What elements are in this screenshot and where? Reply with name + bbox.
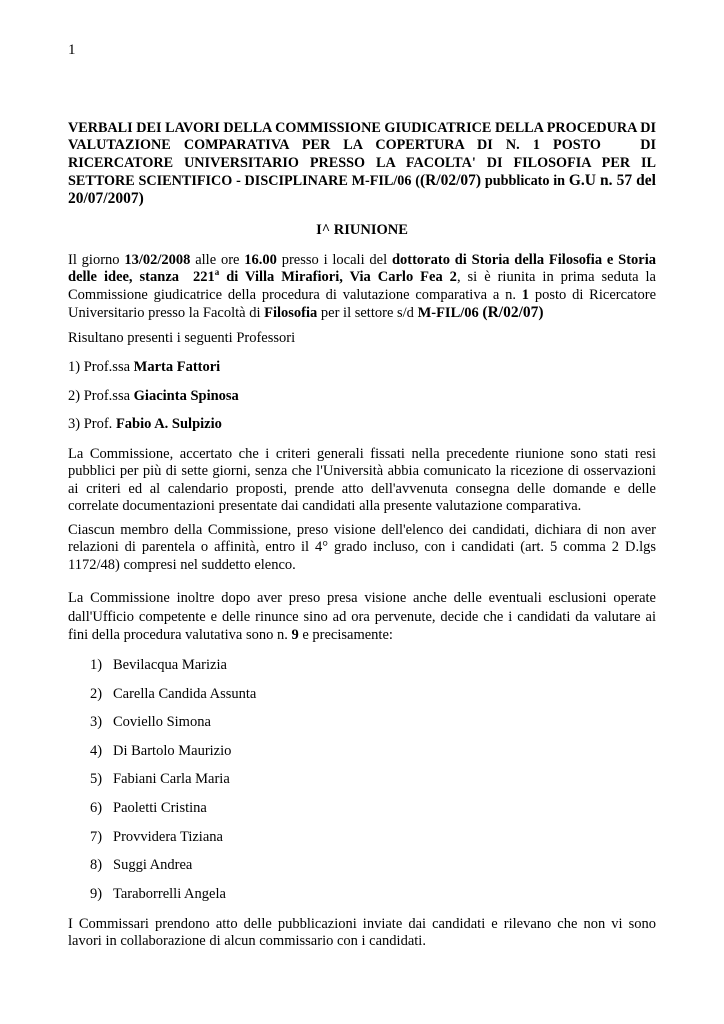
document-title: [68, 120, 656, 208]
list-item: [90, 857, 256, 886]
candidate-name: Paoletti Cristina: [113, 799, 207, 816]
paragraph-criteria: La Commissione, accertato che i criteri generali fissati nella precedente riunione sono stati resi pubblici per più di sette giorni, senza che l'Università abbia comunicato la ricezione di osservazioni ai criteri ed al calendario proposti, prende atto dell'avvenuta consegna delle domande e delle correlate documentazioni presentate dai candidati alla presente valutazione comparativa.: [68, 446, 656, 515]
title-gazzetta: G.U n. 57 del 20/07/2007): [68, 171, 656, 208]
title-code: (R/02/07): [419, 171, 482, 189]
member-title: 2) Prof.ssa: [68, 388, 134, 404]
paragraph-publications: I Commissari prendono atto delle pubblicazioni inviate dai candidati e rilevano che non vi sono lavori in collaborazione di alcun commissario con i candidati.: [68, 916, 656, 950]
paragraph-meeting: [68, 252, 656, 323]
text: per il settore s/d: [317, 305, 418, 322]
member-name: Marta Fattori: [133, 359, 221, 375]
candidate-name: Bevilacqua Marizia: [113, 657, 227, 673]
title-line-5: pubblicato in: [484, 172, 569, 189]
title-line-1: VERBALI DEI LAVORI DELLA COMMISSIONE GIUDICATRICE DELLA: [68, 120, 544, 136]
sector: M-FIL/06: [417, 305, 483, 322]
member-3: [68, 416, 656, 433]
meeting-place: dottorato di Storia della Filosofia e Storia delle idee, stanza 221: [68, 252, 656, 286]
candidate-list: [90, 657, 256, 914]
title-line-4: FILOSOFIA PER IL SETTORE SCIENTIFICO - DISCIPLINARE M-FIL/06 (: [68, 154, 656, 189]
candidates-count: 9: [291, 627, 299, 643]
meeting-address: di Villa Mirafiori, Via Carlo Fea 2: [219, 269, 457, 286]
candidate-name: Coviello Simona: [113, 714, 211, 731]
member-2: [68, 388, 656, 405]
list-number: 9): [90, 885, 103, 902]
member-1: [68, 359, 656, 376]
superscript: a: [214, 267, 220, 278]
text: presso i locali del: [276, 252, 392, 268]
title-line-3: POSTO DI RICERCATORE UNIVERSITARIO PRESSO LA FACOLTA' DI: [68, 137, 656, 171]
text: Il giorno: [68, 252, 125, 268]
member-name: Fabio A. Sulpizio: [115, 416, 222, 432]
list-item: [90, 686, 256, 715]
list-number: 5): [90, 771, 103, 788]
list-number: 1): [90, 657, 103, 673]
list-item: [90, 829, 256, 858]
list-number: 7): [90, 828, 103, 845]
candidate-name: Fabiani Carla Maria: [113, 771, 230, 788]
list-number: 4): [90, 742, 103, 759]
text: alle ore: [190, 252, 245, 268]
list-item: [90, 886, 256, 915]
meeting-time: 16.00: [244, 252, 277, 268]
title-line-2: PROCEDURA DI VALUTAZIONE COMPARATIVA PER LA COPERTURA DI N. 1: [68, 120, 657, 154]
member-title: 1) Prof.ssa: [68, 359, 134, 375]
list-item: [90, 657, 256, 686]
paragraph-present: Risultano presenti i seguenti Professori: [68, 330, 296, 346]
text: posto di Ricercatore Universitario presso la Facoltà di: [68, 286, 656, 322]
member-title: 3) Prof.: [68, 416, 116, 432]
paragraph-candidates: [68, 589, 656, 645]
posts-count: 1: [521, 286, 530, 303]
sector-code: (R/02/07): [482, 304, 544, 322]
list-item: [90, 800, 256, 829]
paragraph-declaration: Ciascun membro della Commissione, preso visione dell'elenco dei candidati, dichiara di non aver relazioni di parentela o affinità, entro il 4° grado incluso, con i candidati (art. 5 comma 2 D.lgs 1172/48) compresi nel suddetto elenco.: [68, 522, 656, 573]
candidate-name: Taraborrelli Angela: [113, 885, 226, 902]
candidate-name: Carella Candida Assunta: [113, 685, 257, 702]
candidate-name: Provvidera Tiziana: [113, 828, 223, 845]
list-item: [90, 714, 256, 743]
text: , si è riunita in prima seduta la Commissione giudicatrice della procedura di valutazione comparativa a n.: [68, 269, 656, 303]
list-number: 8): [90, 857, 103, 874]
member-name: Giacinta Spinosa: [133, 388, 239, 404]
meeting-date: 13/02/2008: [124, 252, 191, 268]
list-item: [90, 743, 256, 772]
faculty: Filosofia: [264, 305, 318, 322]
candidate-name: Di Bartolo Maurizio: [113, 742, 232, 759]
page-number: 1: [68, 42, 76, 58]
list-number: 2): [90, 685, 103, 702]
text: La Commissione inoltre dopo aver preso presa visione anche delle eventuali esclusioni operate dall'Ufficio competente e delle rinunce sino ad ora pervenute, decide che i candidati da valutare ai fini della procedura valutativa sono n.: [68, 590, 656, 643]
candidate-name: Suggi Andrea: [113, 857, 193, 874]
list-number: 3): [90, 714, 103, 731]
list-number: 6): [90, 799, 103, 816]
section-heading: I^ RIUNIONE: [316, 222, 408, 238]
list-item: [90, 771, 256, 800]
text: e precisamente:: [298, 627, 393, 643]
